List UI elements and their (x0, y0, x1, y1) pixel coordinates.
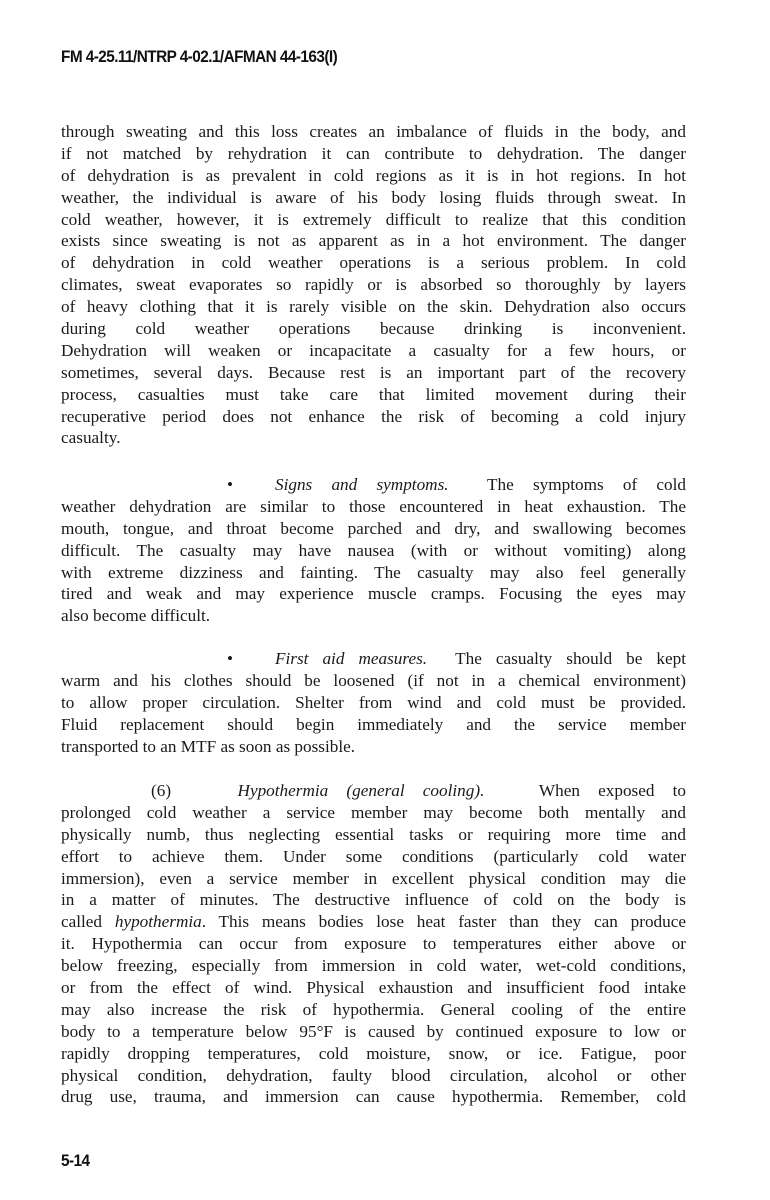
text-fragment: The symptoms of cold (487, 475, 687, 494)
document-header: FM 4-25.11/NTRP 4-02.1/AFMAN 44-163(I) (61, 48, 338, 66)
text-line: drug use, trauma, and immersion can cause hypothermia. Remember, cold (61, 1087, 686, 1107)
text-line: exists since sweating is not as apparent as in a hot environment. The danger (61, 231, 686, 251)
text-line: through sweating and this loss creates an imbalance of fluids in the body, and (61, 122, 686, 141)
section-title: Hypothermia (general cooling). (237, 781, 485, 800)
text-line: may also increase the risk of hypothermia. General cooling of the entire (61, 999, 686, 1019)
text-line: cold weather, however, it is extremely difficult to realize that this condition (61, 209, 686, 229)
text-line: to allow proper circulation. Shelter from wind and cold must be provided. (61, 692, 686, 712)
text-line: tired and weak and may experience muscle cramps. Focusing the eyes may (61, 584, 686, 604)
term-hypothermia: hypothermia (114, 912, 202, 932)
text-line: it. Hypothermia can occur from exposure to temperatures either above or (61, 934, 686, 954)
section-title: First aid measures. (275, 649, 428, 668)
text-line: Fluid replacement should begin immediately and the service member (61, 714, 686, 734)
section-number: (6) (151, 781, 172, 800)
text-line: below freezing, especially from immersion in cold water, wet-cold conditions, (61, 956, 686, 976)
text-line: effort to achieve them. Under some conditions (particularly cold water (61, 846, 686, 866)
text-line: climates, sweat evaporates so rapidly or is absorbed so thoroughly by layers (61, 275, 686, 295)
text-line: in a matter of minutes. The destructive influence of cold on the body is (61, 890, 686, 910)
section-title: Signs and symptoms. (275, 475, 449, 494)
text-line: physical condition, dehydration, faulty blood circulation, alcohol or other (61, 1065, 686, 1085)
text-line: rapidly dropping temperatures, cold moisture, snow, or ice. Fatigue, poor (61, 1043, 686, 1063)
text-line: Dehydration will weaken or incapacitate a casualty for a few hours, or (61, 340, 686, 360)
text-line: also become difficult. (61, 606, 211, 626)
text-fragment: When exposed to (538, 781, 687, 800)
text-line: difficult. The casualty may have nausea (with or without vomiting) along (61, 540, 686, 560)
text-line: warm and his clothes should be loosened (if not in a chemical environment) (61, 670, 686, 690)
text-line (61, 911, 686, 933)
numbered-line (61, 780, 686, 802)
text-line: process, casualties must take care that limited movement during their (61, 384, 686, 404)
page-number: 5-14 (61, 1152, 90, 1170)
text-line: casualty. (61, 428, 121, 448)
text-line: immersion), even a service member in excellent physical condition may die (61, 868, 686, 888)
text-line: mouth, tongue, and throat become parched and dry, and swallowing becomes (61, 518, 686, 538)
text-line: recuperative period does not enhance the risk of becoming a cold injury (61, 406, 686, 426)
dehydration-paragraph (61, 121, 686, 449)
text-line: or from the effect of wind. Physical exhaustion and insufficient food intake (61, 978, 686, 998)
text-line: with extreme dizziness and fainting. The casualty may also feel generally (61, 562, 686, 582)
text-line: if not matched by rehydration it can contribute to dehydration. The danger (61, 143, 686, 163)
text-line: body to a temperature below 95°F is caused by continued exposure to low or (61, 1021, 686, 1041)
bullet-icon: • (227, 649, 234, 668)
text-fragment: called (61, 912, 115, 932)
text-line: of heavy clothing that it is rarely visible on the skin. Dehydration also occurs (61, 297, 686, 317)
text-line: sometimes, several days. Because rest is an important part of the recovery (61, 362, 686, 382)
text-line: physically numb, thus neglecting essential tasks or requiring more time and (61, 824, 686, 844)
text-line: of dehydration is as prevalent in cold regions as it is in hot regions. In hot (61, 165, 686, 185)
signs-symptoms-section (61, 474, 686, 627)
text-line: transported to an MTF as soon as possible. (61, 736, 356, 756)
hypothermia-section (61, 780, 686, 1108)
text-fragment: . This means bodies lose heat faster than they can produce (201, 912, 686, 932)
bullet-line (61, 648, 686, 670)
text-line: weather dehydration are similar to those encountered in heat exhaustion. The (61, 496, 686, 516)
text-line: weather, the individual is aware of his body losing fluids through sweat. In (61, 187, 686, 207)
text-line: prolonged cold weather a service member may become both mentally and (61, 802, 686, 822)
text-line: of dehydration in cold weather operations is a serious problem. In cold (61, 253, 686, 273)
bullet-icon: • (227, 475, 234, 494)
text-line: during cold weather operations because drinking is inconvenient. (61, 319, 686, 339)
text-fragment: The casualty should be kept (455, 649, 687, 668)
first-aid-section (61, 648, 686, 757)
bullet-line (61, 474, 686, 496)
